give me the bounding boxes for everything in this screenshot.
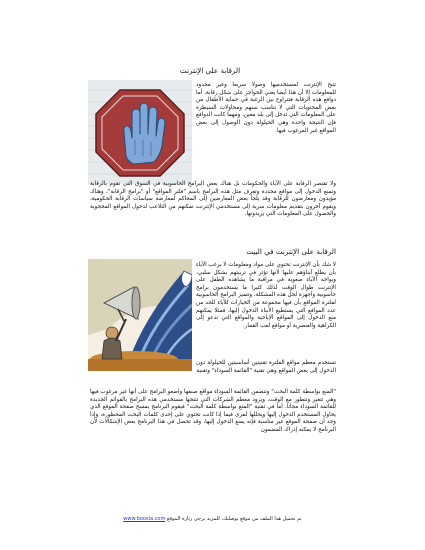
section1-title: الرقابة على الإنترنت	[179, 66, 241, 75]
megaphone-icon	[88, 259, 192, 371]
section1-intro: تتيح الإنترنت لمستخدميها وصولا سريعا وغير محدود للمعلومات إلا أن هذا أيضا يعني الحواجز على شكل رقابة، أما دوافع هذه الرقابة فتتراوح بين الرغبة في حماية الأطفال من بعض المحتويات التي لا تناسب سنهم ومحاولات السيطرة على المعلومات التي تدخل إلى بلد معين، ومهما كانت الدوافع فإن النتيجة واحدة وهي الحيلولة دون الوصول إلى بعض المواقع غير المرغوب فيها.	[196, 82, 336, 134]
footer-link[interactable]: www.boosla.com	[123, 516, 166, 522]
section1-body: ولا تقتصر الرقابة على الآباء والحكومات بل هناك بعض البرامج الحاسوبية في السوق التي تقوم بالرقابة وتمنع الدخول إلى مواقع محددة وتعرف مثل هذه البرامج باسم "فلتر المواقع" أو "برامج الرقابة"، وهناك مؤيدون ومعارضون للرقابة وقد يلجأ بعض المعارضين إلى المحاكم لمعارضة سياسات الرقابة الحكومية، ويقوم آخرون بتقديم معلومات سرية إلى مستخدمي الإنترنت تمكنهم من التلاعب لدخول المواقع المحجوبة والحصول على المعلومات التي يريدونها.	[90, 181, 336, 218]
stop-hand-icon	[88, 80, 192, 184]
section2-body: "المنع بواسطة كلمة البحث" وتتضمن القائمة السوداء مواقع صنفها واضعو البرامج على أنها غير مرغوب فيها وهي تتغير وتتطور مع الوقت، ويزود معظم الشركات التي تنتجها مستخدمي هذه البرامج بالقوائم الجديدة للقائمة السوداء مجانا. أما في تقنية "المنع بواسطة كلمة البحث" فيقوم البرنامج بمسح صفحة الموقع الذي يحاول المستخدم الدخول إليها ويحللها لمرى فيما إذا كانت تحتوي على إحدى كلمات البحث المحظورة، وإذا وجد أن صفحة الموقع غير مناسبة فإنه يمنع الدخول إليها، وقد تحصل في هذا البرنامج بعض الإشكالات لأن البرنامج لا يمكنه إدراك المضمون	[90, 389, 336, 433]
section2-title: الرقابة على الإنترنت في البيت	[246, 247, 336, 256]
section2-intro: لا شك بأن الإنترنت تحتوي على مواد ومعلومات لا يرغب الآباء بأن يطلع أبناؤهم عليها لأنها تؤثر في تربيتهم بشكل سلبي، ويواجه الآباء صعوبة في مراقبة ما يشاهده الطفل على الإنترنت طوال الوقت لذلك كثيرا ما يستخدمون برامج حاسوبية وأجهزة لحل هذه المشكلة، وتتميز البرامج الحاسوبية لفلترة المواقع بأن فيها مجموعة من الخيارات للآباء للحد من عدد المواقع التي يستطيع الأبناء الدخول إليها، فمثلا يمكنهم منع الدخول إلى المواقع الإباحية والمواقع التي تدعو إلى الكراهية والعنصرية أو مواقع لعب القمار.	[196, 262, 336, 329]
section2-intro-continued: تستخدم معظم مواقع الفلترة تقنيتين أساسيتين للحيلولة دون الدخول إلى بعض المواقع وهي تقنية "القائمة السوداء" وتقنية	[196, 360, 336, 374]
footer-text: تم تحميل هذا الملف من موقع بوصلتك، للمزيد يرجى زيارة الموقع	[166, 516, 302, 522]
stop-hand-illustration	[88, 80, 192, 184]
megaphone-illustration	[88, 259, 192, 371]
page-footer	[0, 516, 425, 522]
